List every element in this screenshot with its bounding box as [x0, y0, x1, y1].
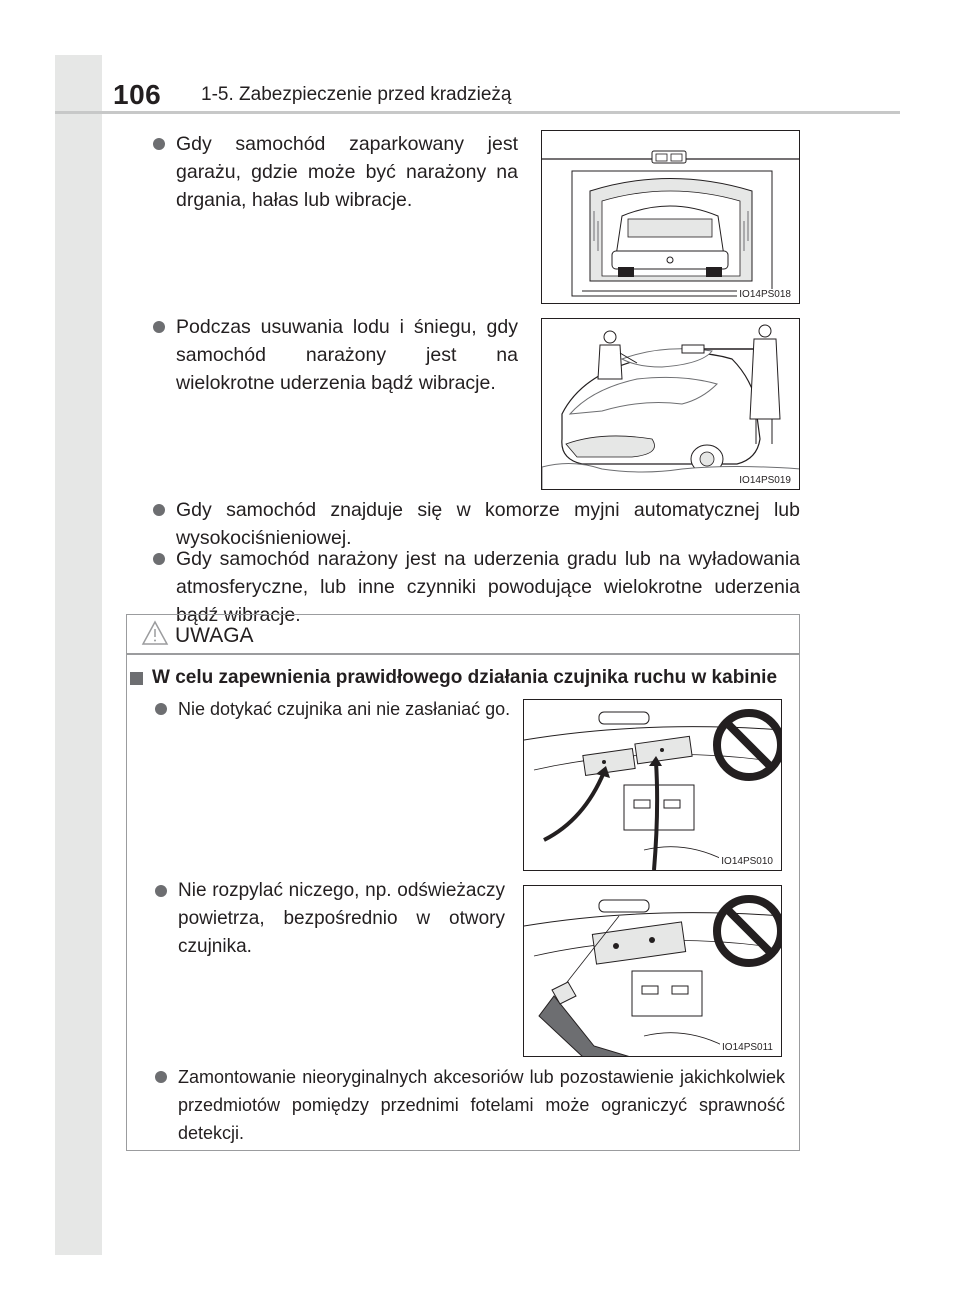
page-number: 106	[113, 79, 162, 110]
square-bullet-icon	[130, 672, 143, 685]
bullet-text: Gdy samochód znajduje się w komorze myjni automatycznej lub wysokociśnieniowej.	[176, 499, 800, 549]
warning-bullet	[155, 877, 505, 961]
page-header	[55, 55, 900, 111]
warning-bullet	[155, 1063, 785, 1147]
figure-code: IO14PS019	[739, 475, 791, 486]
bullet-dot-icon	[155, 885, 167, 897]
garage-illustration	[541, 130, 800, 304]
figure-code: IO14PS010	[721, 856, 773, 867]
warning-box	[126, 614, 800, 1151]
hand-on-sensor-icon	[524, 700, 782, 871]
bullet-dot-icon	[153, 138, 165, 150]
snow-car-icon	[542, 319, 800, 490]
snow-removal-illustration	[541, 318, 800, 490]
section-title: 1-5. Zabezpieczenie przed kradzieżą	[201, 84, 512, 105]
warning-bullet-text: Nie dotykać czujnika ani nie zasłaniać go.	[178, 699, 511, 719]
bullet-dot-icon	[153, 504, 165, 516]
bullet-dot-icon	[153, 553, 165, 565]
figure-code: IO14PS011	[722, 1042, 773, 1053]
spray-illustration	[523, 885, 782, 1057]
bullet-item	[153, 313, 518, 397]
bullet-item	[153, 496, 800, 552]
sensor-touch-illustration	[523, 699, 782, 871]
bullet-dot-icon	[155, 703, 167, 715]
warning-header	[127, 615, 799, 653]
bullet-dot-icon	[155, 1071, 167, 1083]
car-in-garage-icon	[542, 131, 800, 304]
warning-subheading-text: W celu zapewnienia prawidłowego działania czujnika ruchu w kabinie	[152, 667, 778, 688]
bullet-text: Gdy samochód narażony jest na uderzenia gradu lub na wyładowania atmosferyczne, lub inne czynniki powodujące wielokrotne uderzenia bądź wibracje.	[176, 548, 800, 626]
warning-subheading	[130, 667, 777, 689]
warning-triangle-icon	[141, 620, 169, 646]
warning-bullet-text: Nie rozpylać niczego, np. odświeżaczy powietrza, bezpośrednio w otwory czujnika.	[178, 880, 505, 957]
figure-code: IO14PS018	[739, 289, 791, 300]
header-rule	[55, 111, 900, 114]
spray-can-sensor-icon	[524, 886, 782, 1057]
bullet-text: Podczas usuwania lodu i śniegu, gdy samochód narażony jest na wielokrotne uderzenia bądź wibracje.	[176, 316, 518, 394]
bullet-item	[153, 130, 518, 214]
warning-title: UWAGA	[175, 624, 254, 647]
bullet-text: Gdy samochód zaparkowany jest garażu, gdzie może być narażony na drgania, hałas lub wibracje.	[176, 133, 518, 211]
side-band	[55, 55, 102, 1255]
warning-divider	[127, 653, 799, 655]
warning-bullet	[155, 695, 515, 723]
bullet-dot-icon	[153, 321, 165, 333]
warning-bullet-text: Zamontowanie nieoryginalnych akcesoriów lub pozostawienie jakichkolwiek przedmiotów pomiędzy przednimi fotelami może ograniczyć sprawność detekcji.	[178, 1067, 785, 1143]
